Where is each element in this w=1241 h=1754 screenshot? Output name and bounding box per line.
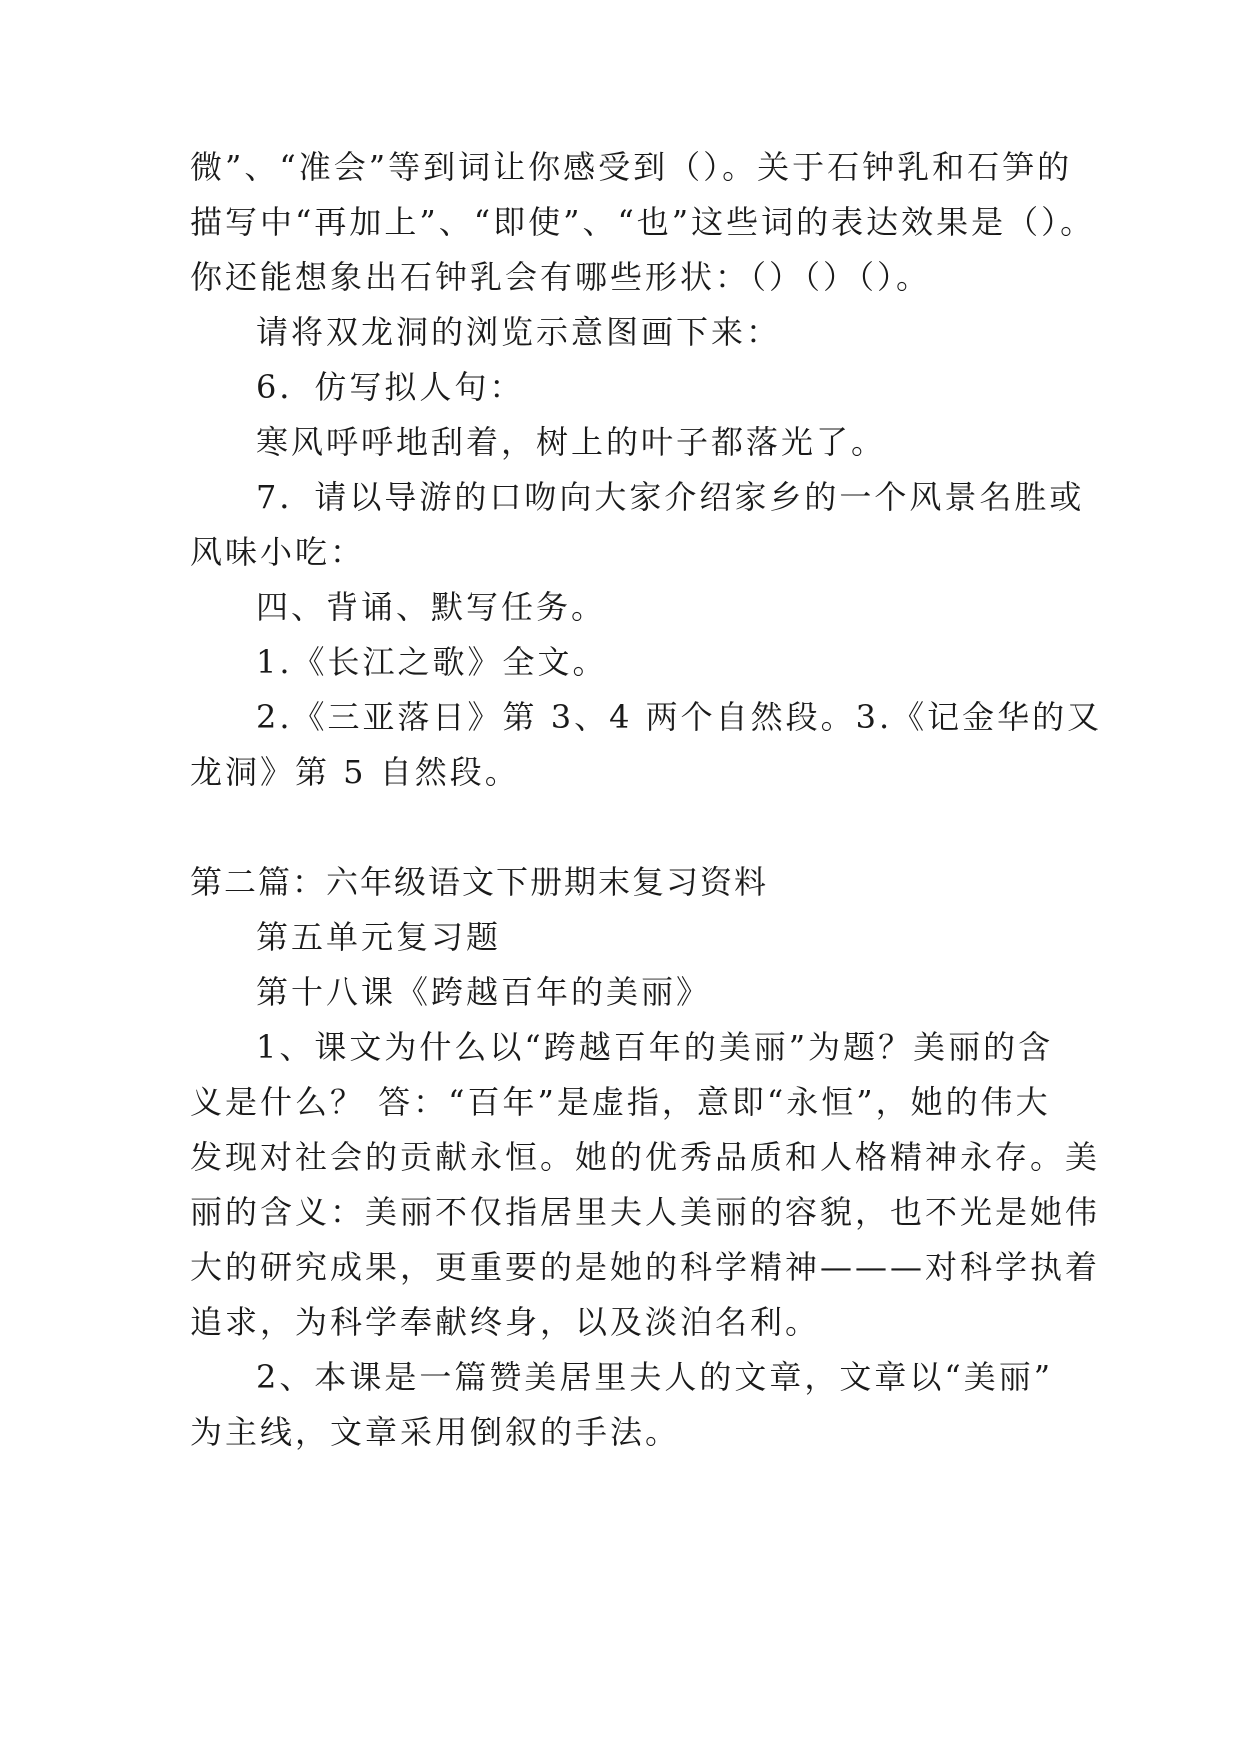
lesson-title: 第十八课《跨越百年的美丽》	[256, 973, 712, 1011]
text-line: 7．请以导游的口吻向大家介绍家乡的一个风景名胜或	[256, 478, 1085, 516]
text-line: 描写中“再加上”、“即使”、“也”这些词的表达效果是（）。	[190, 203, 1096, 241]
section-heading: 第二篇：六年级语文下册期末复习资料	[190, 863, 769, 901]
text-line: 请将双龙洞的浏览示意图画下来：	[256, 313, 782, 351]
text-line: 6．仿写拟人句：	[256, 368, 525, 406]
text-line: 寒风呼呼地刮着，树上的叶子都落光了。	[256, 423, 887, 461]
text-line: 丽的含义：美丽不仅指居里夫人美丽的容貌，也不光是她伟	[190, 1193, 1101, 1231]
text-line: 义是什么？ 答：“百年”是虚指，意即“永恒”，她的伟大	[190, 1083, 1051, 1121]
unit-title: 第五单元复习题	[256, 918, 502, 956]
text-line: 1、课文为什么以“跨越百年的美丽”为题？美丽的含	[256, 1028, 1054, 1066]
text-line: 1.《长江之歌》全文。	[256, 643, 608, 681]
text-line: 发现对社会的贡献永恒。她的优秀品质和人格精神永存。美	[190, 1138, 1101, 1176]
text-line: 大的研究成果，更重要的是她的科学精神———对科学执着	[190, 1248, 1101, 1286]
text-line: 四、背诵、默写任务。	[256, 588, 607, 626]
text-line: 2、本课是一篇赞美居里夫人的文章，文章以“美丽”	[256, 1358, 1054, 1396]
text-line: 微”、“准会”等到词让你感受到（）。关于石钟乳和石笋的	[190, 148, 1073, 186]
text-line: 你还能想象出石钟乳会有哪些形状：（）（）（）。	[190, 258, 932, 296]
text-line: 追求，为科学奉献终身，以及淡泊名利。	[190, 1303, 821, 1341]
text-line: 龙洞》第 5 自然段。	[190, 753, 520, 791]
text-line: 为主线，文章采用倒叙的手法。	[190, 1413, 681, 1451]
text-line: 2.《三亚落日》第 3、4 两个自然段。3.《记金华的又	[256, 698, 1103, 736]
text-line: 风味小吃：	[190, 533, 366, 571]
